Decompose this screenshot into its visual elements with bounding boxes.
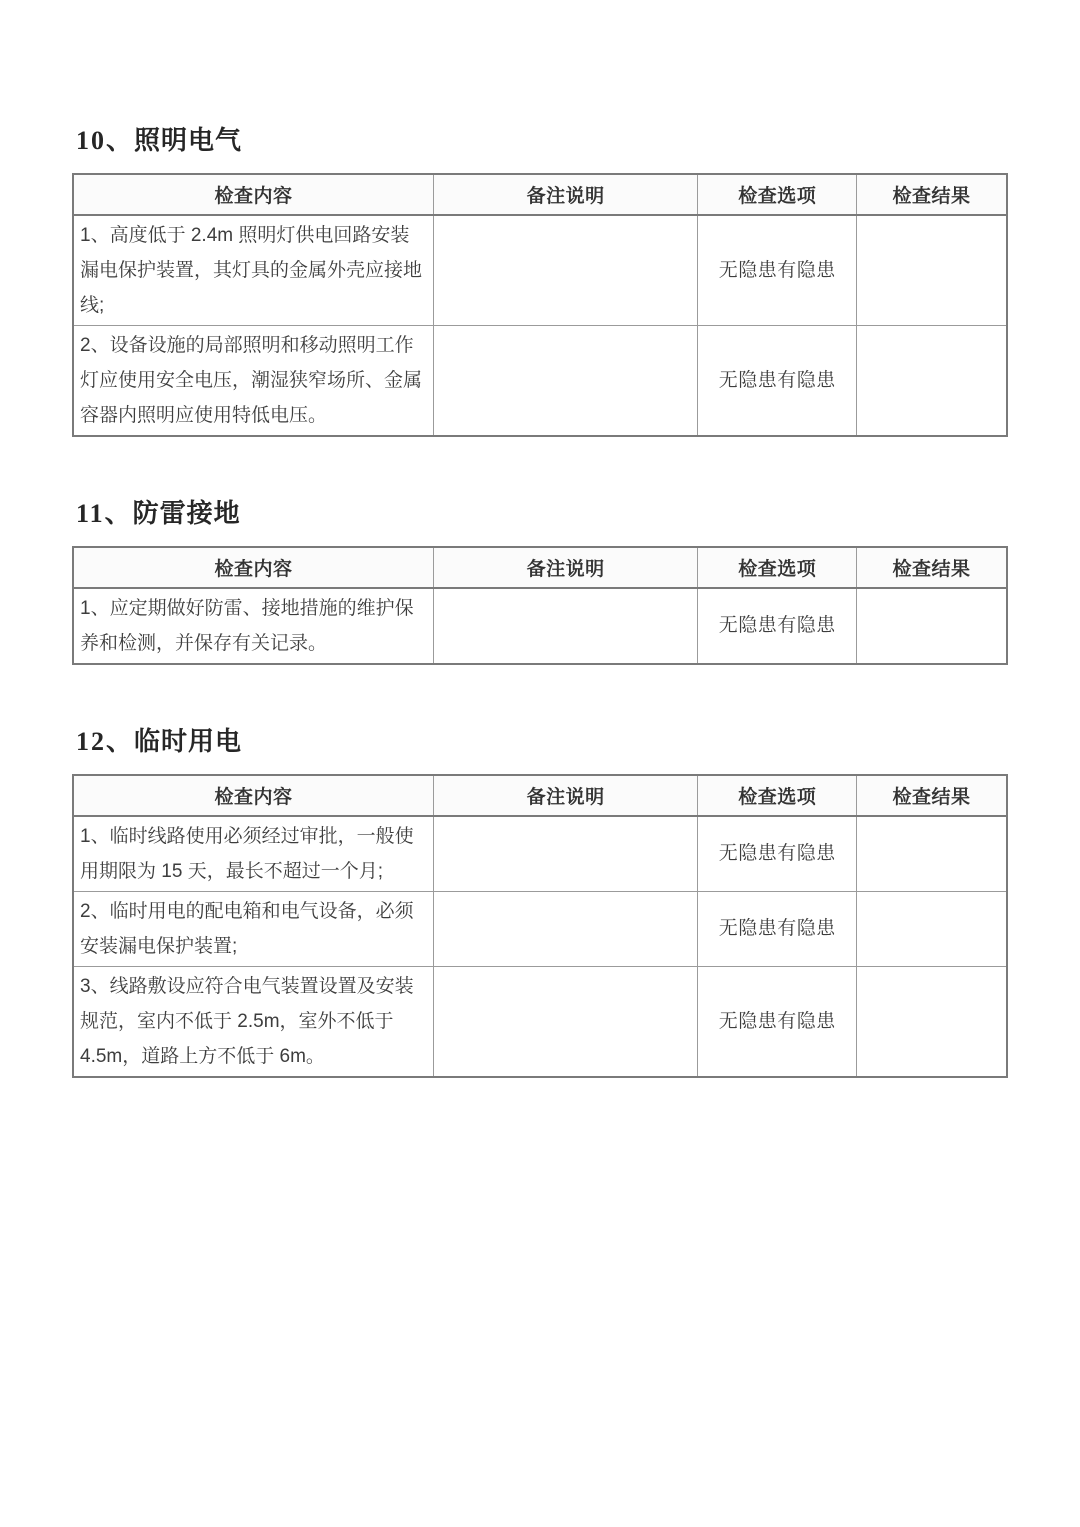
cell-options: 无隐患有隐患: [698, 966, 857, 1077]
column-header-options: 检查选项: [698, 547, 857, 588]
cell-result: [857, 588, 1007, 664]
table-row: [73, 588, 1007, 664]
cell-note: [434, 966, 698, 1077]
column-header-result: 检查结果: [857, 775, 1007, 816]
cell-content: 2、设备设施的局部照明和移动照明工作灯应使用安全电压，潮湿狭窄场所、金属容器内照明应使用特低电压。: [73, 325, 434, 436]
cell-options: 无隐患有隐患: [698, 816, 857, 892]
column-header-options: 检查选项: [698, 174, 857, 215]
column-header-options: 检查选项: [698, 775, 857, 816]
cell-note: [434, 891, 698, 966]
cell-result: [857, 816, 1007, 892]
cell-options: 无隐患有隐患: [698, 588, 857, 664]
column-header-content: 检查内容: [73, 775, 434, 816]
cell-note: [434, 588, 698, 664]
table-header-row: [73, 547, 1007, 588]
section-title-text: 临时用电: [134, 725, 243, 756]
section-title-text: 防雷接地: [132, 497, 241, 528]
table-row: [73, 325, 1007, 436]
column-header-note: 备注说明: [434, 547, 698, 588]
column-header-result: 检查结果: [857, 547, 1007, 588]
column-header-note: 备注说明: [434, 775, 698, 816]
table-row: [73, 891, 1007, 966]
section-lightning-grounding: [72, 499, 1008, 665]
cell-options: 无隐患有隐患: [698, 891, 857, 966]
cell-result: [857, 891, 1007, 966]
section-number: 11、: [76, 498, 133, 528]
cell-note: [434, 215, 698, 326]
inspection-table-10: [72, 173, 1008, 437]
column-header-note: 备注说明: [434, 174, 698, 215]
table-header-row: [73, 775, 1007, 816]
table-row: [73, 816, 1007, 892]
cell-content: 1、临时线路使用必须经过审批，一般使用期限为 15 天，最长不超过一个月;: [73, 816, 434, 892]
cell-content: 2、临时用电的配电箱和电气设备，必须安装漏电保护装置;: [73, 891, 434, 966]
table-header-row: [73, 174, 1007, 215]
cell-note: [434, 325, 698, 436]
section-number: 10、: [76, 126, 135, 155]
cell-content: 1、应定期做好防雷、接地措施的维护保养和检测，并保存有关记录。: [73, 588, 434, 664]
cell-note: [434, 816, 698, 892]
cell-content: 1、高度低于 2.4m 照明灯供电回路安装漏电保护装置，其灯具的金属外壳应接地线;: [73, 215, 434, 326]
section-title-10: [76, 126, 1008, 156]
inspection-table-11: [72, 546, 1008, 665]
column-header-result: 检查结果: [857, 174, 1007, 215]
cell-options: 无隐患有隐患: [698, 325, 857, 436]
section-temporary-power: [72, 727, 1008, 1078]
table-row: [73, 966, 1007, 1077]
cell-content: 3、线路敷设应符合电气装置设置及安装规范，室内不低于 2.5m，室外不低于 4.5m，道路上方不低于 6m。: [73, 966, 434, 1077]
cell-options: 无隐患有隐患: [698, 215, 857, 326]
section-title-text: 照明电气: [134, 125, 243, 155]
section-title-12: [76, 727, 1008, 757]
section-title-11: [76, 499, 1008, 529]
column-header-content: 检查内容: [73, 547, 434, 588]
section-number: 12、: [76, 726, 135, 756]
cell-result: [857, 966, 1007, 1077]
cell-result: [857, 325, 1007, 436]
table-row: [73, 215, 1007, 326]
column-header-content: 检查内容: [73, 174, 434, 215]
section-lighting-electrical: [72, 126, 1008, 437]
inspection-table-12: [72, 774, 1008, 1078]
cell-result: [857, 215, 1007, 326]
